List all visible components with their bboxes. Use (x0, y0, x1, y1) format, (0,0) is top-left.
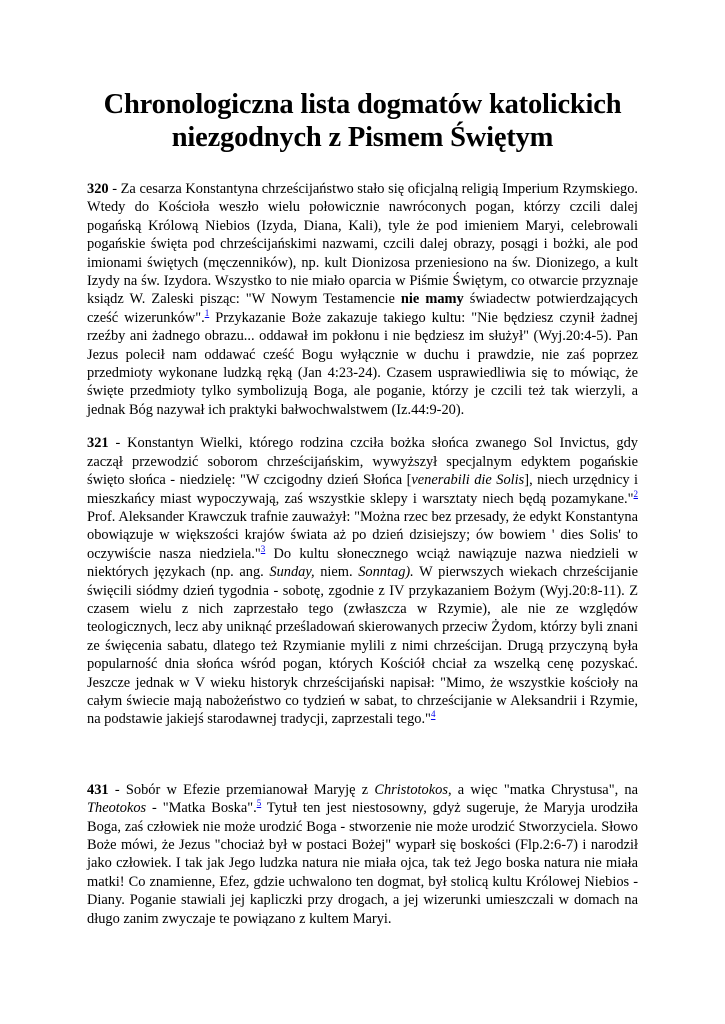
entry-text: Prof. Aleksander Krawczuk trafnie zauważył: "Można rzec bez przesady, że edykt Konstantyna obowiązuje w większości krajów świata aż po dzień dzisiejszy; ów bowiem ' dies Solis' to oczywiście nasza niedziela." (87, 508, 638, 562)
entry-321-paragraph (87, 434, 638, 729)
entry-year: 321 (87, 435, 109, 452)
entry-text: świadectw potwierdzających cześć wizerunków". (87, 291, 639, 326)
document-title (87, 88, 638, 154)
italic-text: venerabili die Solis (411, 472, 525, 489)
entry-text: - Za cesarza Konstantyna chrześcijaństwo stało się oficjalną religią Imperium Rzymskiego. Wtedy do Kościoła weszło wielu połowicznie nawróconych pogan, którzy czcili dalej pogańską Królową Niebios (Izyda, Diana, Kali), tyle że pod imieniem Maryi, celebrowali pogańskie święta pod chrześcijańskimi nazwami, czcili dalej obrazy, posągi i bożki, ale pod imionami świętych (męczenników), np. kult Dionizosa przeniesiono na św. Dionizego, a kult Izydy na św. Izydora. Wszystko to nie miało oparcia w Piśmie Świętym, co otwarcie przyznaje ksiądz W. Zaleski pisząc: "W Nowym Testamencie (87, 181, 638, 308)
entry-320-paragraph (87, 180, 638, 419)
paragraph-spacer (87, 419, 638, 434)
entry-text: W pierwszych wiekach chrześcijanie święcili siódmy dzień tygodnia - sobotę, zgodnie z IV przykazaniem Bożym (Wyj.20:8-11). Z czasem wielu z nich zaprzestało tego (zwłaszcza w Rzymie), ale nie ze względów teologicznych, lecz aby uniknąć prześladowań skierowanych przeciw Żydom, którzy byli znani ze święcenia sabatu, dlatego też Rzymianie mylili z nimi chrześcijan. Drugą przyczyną była popularność dnia słońca wśród pogan, których Kościół chciał za wszelką cenę pozyskać. Jeszcze jednak w V wieku historyk chrześcijański napisał: "Mimo, że wszystkie kościoły na całym świecie mają nabożeństwo co tydzień w sabat, to chrześcijanie w Aleksandrii i Rzymie, na podstawie jakiejś starodawnej tradycji, zaprzestali tego." (87, 564, 638, 728)
entry-431-paragraph (87, 781, 638, 928)
italic-text: Sonntag). (358, 564, 414, 581)
footnote-link-5[interactable]: 5 (256, 798, 262, 809)
paragraph-spacer (87, 729, 638, 781)
entry-text: Tytuł ten jest niestosowny, gdyż sugeruje, że Maryja urodziła Boga, zaś człowiek nie może urodzić Boga - stworzenie nie może urodzić Stworzyciela. Słowo Boże mówi, że Jezus "chociaż był w postaci Bożej" wyparł się boskości (Flp.2:6-7) i narodził jako człowiek. I tak jak Jego ludzka natura nie miała ojca, tak też Jego boska natura nie miała matki! Co znamienne, Efez, gdzie uchwalono ten dogmat, był stolicą kultu Królowej Niebios - Diany. Poganie stawiali jej kapliczki przy drogach, a jej wizerunki umieszczali w domach na długo zanim zwyczaje te powiązano z kultem Maryi. (87, 800, 638, 927)
footnote-ref (634, 489, 639, 499)
title-line-1: Chronologiczna lista dogmatów katolickich (103, 89, 622, 120)
footnote-ref (431, 710, 436, 720)
footnote-link-4[interactable]: 4 (430, 709, 436, 720)
entry-text: Przykazanie Boże zakazuje takiego kultu: "Nie będziesz czynił żadnej rzeźby ani żadnego obrazu... oddawał im pokłonu i nie będziesz im służył" (Wyj.20:4-5). Pan Jezus polecił nam oddawać cześć Bogu wyłącznie w duchu i prawdzie, nie zaś poprzez przedmioty wykonane ludzką ręką (Jan 4:23-24). Czasem usprawiedliwia się to mówiąc, że święte przedmioty tylko symbolizują Boga, ale poganie, którzy je czcili też tak wierzyli, a jednak Bóg nazywał ich praktyki bałwochwalstwem (Iz.44:9-20). (87, 309, 638, 418)
document-page (87, 88, 638, 928)
italic-text: Sunday, (269, 564, 315, 581)
entry-text: - Sobór w Efezie przemianował Maryję z (108, 781, 375, 798)
italic-text: Christotokos (374, 781, 448, 798)
entry-year: 431 (87, 781, 109, 798)
entry-text: niem. (314, 564, 359, 581)
footnote-link-2[interactable]: 2 (633, 488, 638, 499)
entry-text: ], niech urzędnicy i mieszkańcy miast wypoczywają, zaś wszystkie sklepy i warsztaty niech będą pozamykane." (87, 472, 639, 507)
entry-year: 320 (87, 181, 109, 197)
entry-text: Do kultu słonecznego wciąż nawiązuje nazwa niedzieli w niektórych językach (np. ang. (87, 545, 638, 581)
entry-text: , a więc "matka Chrystusa", na (447, 781, 638, 798)
footnote-link-1[interactable]: 1 (204, 308, 210, 319)
entry-text: - Konstantyn Wielki, którego rodzina czciła bożka słońca zwanego Sol Invictus, gdy zaczął przewodzić soborom chrześcijańskim, wywyższył specjalnym edyktem pogańskie święto słońca - niedzielę: "W czcigodny dzień Słońca [ (87, 435, 638, 489)
entry-text: - "Matka Boska". (146, 800, 257, 817)
italic-text: Theotokos (87, 800, 147, 817)
emphasis-text: nie mamy (400, 291, 464, 308)
footnote-link-3[interactable]: 3 (260, 543, 266, 554)
title-line-2: niezgodnych z Pismem Świętym (171, 122, 554, 153)
